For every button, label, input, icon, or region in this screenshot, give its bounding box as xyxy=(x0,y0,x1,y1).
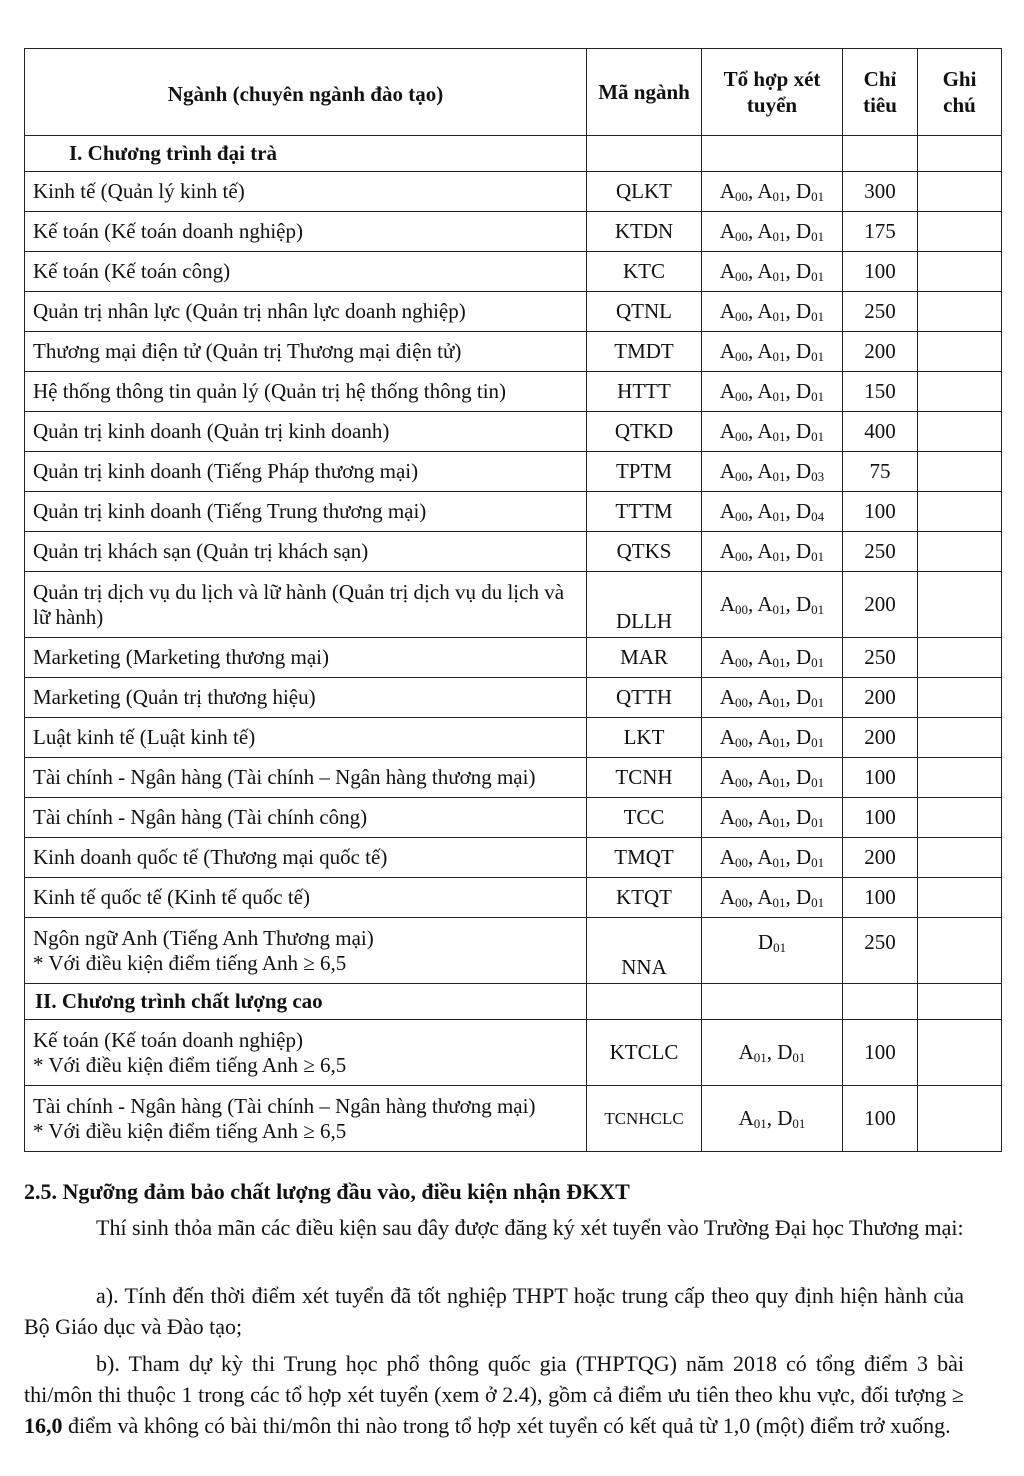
header-note: Ghi chú xyxy=(918,49,1002,136)
table-row xyxy=(25,412,1002,452)
note xyxy=(918,718,1002,758)
quota: 100 xyxy=(843,492,918,532)
table-row xyxy=(25,492,1002,532)
table-row xyxy=(25,718,1002,758)
major-code: NNA xyxy=(587,918,702,984)
subject-combination: $D_{01}$ xyxy=(702,918,843,984)
quota: 250 xyxy=(843,918,918,984)
major-code: KTQT xyxy=(587,878,702,918)
section-row-high-quality xyxy=(25,984,1002,1020)
major-name: Kế toán (Kế toán công) xyxy=(25,252,587,292)
major-name: Quản trị khách sạn (Quản trị khách sạn) xyxy=(25,532,587,572)
subject-combination: $A_{00}$, $A_{01}$, $D_{01}$ xyxy=(702,532,843,572)
quota: 100 xyxy=(843,1020,918,1086)
empty-cell xyxy=(702,984,843,1020)
quota: 100 xyxy=(843,878,918,918)
major-name: Kế toán (Kế toán doanh nghiệp) xyxy=(25,212,587,252)
major-name xyxy=(25,918,587,984)
note xyxy=(918,798,1002,838)
major-name: Quản trị nhân lực (Quản trị nhân lực doanh nghiệp) xyxy=(25,292,587,332)
major-code: TPTM xyxy=(587,452,702,492)
major-name: Kinh tế quốc tế (Kinh tế quốc tế) xyxy=(25,878,587,918)
quota: 200 xyxy=(843,838,918,878)
major-code: KTDN xyxy=(587,212,702,252)
item-a-paragraph: a). Tính đến thời điểm xét tuyển đã tốt nghiệp THPT hoặc trung cấp theo quy định hiện hành của Bộ Giáo dục và Đào tạo; xyxy=(24,1283,964,1339)
empty-cell xyxy=(918,136,1002,172)
english-condition: * Với điều kiện điểm tiếng Anh ≥ 6,5 xyxy=(33,950,347,975)
note xyxy=(918,532,1002,572)
note xyxy=(918,492,1002,532)
quota: 175 xyxy=(843,212,918,252)
major-code: TMQT xyxy=(587,838,702,878)
major-code: QTKS xyxy=(587,532,702,572)
major-code: KTC xyxy=(587,252,702,292)
note xyxy=(918,212,1002,252)
table-row xyxy=(25,452,1002,492)
major-code: DLLH xyxy=(587,572,702,638)
major-code: LKT xyxy=(587,718,702,758)
subject-combination: $A_{00}$, $A_{01}$, $D_{01}$ xyxy=(702,292,843,332)
major-code: TCC xyxy=(587,798,702,838)
table-row xyxy=(25,918,1002,984)
subject-combination: $A_{00}$, $A_{01}$, $D_{01}$ xyxy=(702,412,843,452)
item-b-text-2: điểm và không có bài thi/môn thi nào trong tổ hợp xét tuyển có kết quả từ 1,0 (một) điểm trở xuống. xyxy=(62,1413,951,1438)
subject-combination: $A_{00}$, $A_{01}$, $D_{01}$ xyxy=(702,678,843,718)
note xyxy=(918,372,1002,412)
empty-cell xyxy=(587,984,702,1020)
subject-combination: $A_{00}$, $A_{01}$, $D_{01}$ xyxy=(702,638,843,678)
subject-combination: $A_{00}$, $A_{01}$, $D_{01}$ xyxy=(702,758,843,798)
quota: 200 xyxy=(843,332,918,372)
subject-combination: $A_{00}$, $A_{01}$, $D_{01}$ xyxy=(702,372,843,412)
major-name: Kinh tế (Quản lý kinh tế) xyxy=(25,172,587,212)
section-title: II. Chương trình chất lượng cao xyxy=(25,984,587,1020)
subject-combination: $A_{01}$, $D_{01}$ xyxy=(702,1086,843,1152)
table-row xyxy=(25,678,1002,718)
table-row xyxy=(25,332,1002,372)
major-name: Hệ thống thông tin quản lý (Quản trị hệ thống thông tin) xyxy=(25,372,587,412)
major-name: Thương mại điện tử (Quản trị Thương mại điện tử) xyxy=(25,332,587,372)
section-heading: 2.5. Ngưỡng đảm bảo chất lượng đầu vào, điều kiện nhận ĐKXT xyxy=(24,1179,630,1204)
note xyxy=(918,1020,1002,1086)
major-name xyxy=(25,1020,587,1086)
item-b-threshold: 16,0 xyxy=(24,1413,63,1438)
major-name: Marketing (Marketing thương mại) xyxy=(25,638,587,678)
quota: 200 xyxy=(843,718,918,758)
note xyxy=(918,678,1002,718)
section-row-standard xyxy=(25,136,1002,172)
subject-combination: $A_{00}$, $A_{01}$, $D_{01}$ xyxy=(702,252,843,292)
major-name-text: Ngôn ngữ Anh (Tiếng Anh Thương mại) xyxy=(33,925,374,950)
quota: 75 xyxy=(843,452,918,492)
major-code: QTTH xyxy=(587,678,702,718)
major-name: Luật kinh tế (Luật kinh tế) xyxy=(25,718,587,758)
english-condition: * Với điều kiện điểm tiếng Anh ≥ 6,5 xyxy=(33,1052,347,1077)
header-name: Ngành (chuyên ngành đào tạo) xyxy=(25,49,587,136)
empty-cell xyxy=(918,984,1002,1020)
subject-combination: $A_{00}$, $A_{01}$, $D_{01}$ xyxy=(702,878,843,918)
major-code: QLKT xyxy=(587,172,702,212)
major-name-text: Kế toán (Kế toán doanh nghiệp) xyxy=(33,1027,303,1052)
major-name: Marketing (Quản trị thương hiệu) xyxy=(25,678,587,718)
quota: 300 xyxy=(843,172,918,212)
quota: 100 xyxy=(843,758,918,798)
major-name: Tài chính - Ngân hàng (Tài chính – Ngân hàng thương mại) xyxy=(25,758,587,798)
major-code: QTNL xyxy=(587,292,702,332)
subject-combination: $A_{00}$, $A_{01}$, $D_{04}$ xyxy=(702,492,843,532)
quota: 250 xyxy=(843,532,918,572)
major-name: Tài chính - Ngân hàng (Tài chính công) xyxy=(25,798,587,838)
major-code: TCNH xyxy=(587,758,702,798)
table-row xyxy=(25,212,1002,252)
header-code: Mã ngành xyxy=(587,49,702,136)
quota: 100 xyxy=(843,798,918,838)
major-name xyxy=(25,1086,587,1152)
note xyxy=(918,292,1002,332)
empty-cell xyxy=(843,984,918,1020)
subject-combination: $A_{00}$, $A_{01}$, $D_{01}$ xyxy=(702,798,843,838)
table-row xyxy=(25,252,1002,292)
header-quota: Chỉ tiêu xyxy=(843,49,918,136)
note xyxy=(918,838,1002,878)
quota: 200 xyxy=(843,678,918,718)
major-code: TMDT xyxy=(587,332,702,372)
note xyxy=(918,332,1002,372)
subject-combination: $A_{00}$, $A_{01}$, $D_{01}$ xyxy=(702,332,843,372)
quota: 250 xyxy=(843,292,918,332)
quota: 100 xyxy=(843,252,918,292)
note xyxy=(918,918,1002,984)
table-row xyxy=(25,292,1002,332)
note xyxy=(918,452,1002,492)
quota: 150 xyxy=(843,372,918,412)
item-b-text-1: b). Tham dự kỳ thi Trung học phổ thông quốc gia (THPTQG) năm 2018 có tổng điểm 3 bài thi/môn thi thuộc 1 trong các tổ hợp xét tuyển (xem ở 2.4), gồm cả điểm ưu tiên theo khu vực, đối tượng ≥ xyxy=(24,1351,964,1407)
note xyxy=(918,572,1002,638)
empty-cell xyxy=(587,136,702,172)
quota: 400 xyxy=(843,412,918,452)
header-combination: Tổ hợp xét tuyển xyxy=(702,49,843,136)
empty-cell xyxy=(702,136,843,172)
subject-combination: $A_{00}$, $A_{01}$, $D_{03}$ xyxy=(702,452,843,492)
admission-quota-table xyxy=(24,48,1002,1152)
note xyxy=(918,1086,1002,1152)
table-row xyxy=(25,758,1002,798)
table-row xyxy=(25,372,1002,412)
major-name: Quản trị kinh doanh (Quản trị kinh doanh) xyxy=(25,412,587,452)
item-b-paragraph xyxy=(24,1348,964,1441)
table-row xyxy=(25,532,1002,572)
table-row xyxy=(25,798,1002,838)
major-code: MAR xyxy=(587,638,702,678)
subject-combination: $A_{00}$, $A_{01}$, $D_{01}$ xyxy=(702,572,843,638)
table-row xyxy=(25,838,1002,878)
major-name: Quản trị dịch vụ du lịch và lữ hành (Quản trị dịch vụ du lịch và lữ hành) xyxy=(25,572,587,638)
note xyxy=(918,412,1002,452)
table-row xyxy=(25,878,1002,918)
major-name: Kinh doanh quốc tế (Thương mại quốc tế) xyxy=(25,838,587,878)
subject-combination: $A_{01}$, $D_{01}$ xyxy=(702,1020,843,1086)
english-condition: * Với điều kiện điểm tiếng Anh ≥ 6,5 xyxy=(33,1118,347,1143)
subject-combination: $A_{00}$, $A_{01}$, $D_{01}$ xyxy=(702,838,843,878)
major-code: QTKD xyxy=(587,412,702,452)
major-code: TTTM xyxy=(587,492,702,532)
major-name: Quản trị kinh doanh (Tiếng Trung thương mại) xyxy=(25,492,587,532)
quota: 200 xyxy=(843,572,918,638)
subject-combination: $A_{00}$, $A_{01}$, $D_{01}$ xyxy=(702,718,843,758)
table-row xyxy=(25,638,1002,678)
major-code: HTTT xyxy=(587,372,702,412)
note xyxy=(918,252,1002,292)
note xyxy=(918,172,1002,212)
major-code: TCNHCLC xyxy=(587,1086,702,1152)
major-name: Quản trị kinh doanh (Tiếng Pháp thương mại) xyxy=(25,452,587,492)
table-row xyxy=(25,572,1002,638)
empty-cell xyxy=(843,136,918,172)
note xyxy=(918,758,1002,798)
note xyxy=(918,638,1002,678)
major-name-text: Tài chính - Ngân hàng (Tài chính – Ngân hàng thương mại) xyxy=(33,1093,536,1118)
table-row xyxy=(25,1020,1002,1086)
intro-paragraph: Thí sinh thỏa mãn các điều kiện sau đây được đăng ký xét tuyển vào Trường Đại học Thương mại: xyxy=(96,1215,964,1240)
subject-combination: $A_{00}$, $A_{01}$, $D_{01}$ xyxy=(702,172,843,212)
subject-combination: $A_{00}$, $A_{01}$, $D_{01}$ xyxy=(702,212,843,252)
table-row xyxy=(25,1086,1002,1152)
note xyxy=(918,878,1002,918)
quota: 250 xyxy=(843,638,918,678)
section-title: I. Chương trình đại trà xyxy=(25,136,587,172)
table-row xyxy=(25,172,1002,212)
quota: 100 xyxy=(843,1086,918,1152)
major-code: KTCLC xyxy=(587,1020,702,1086)
